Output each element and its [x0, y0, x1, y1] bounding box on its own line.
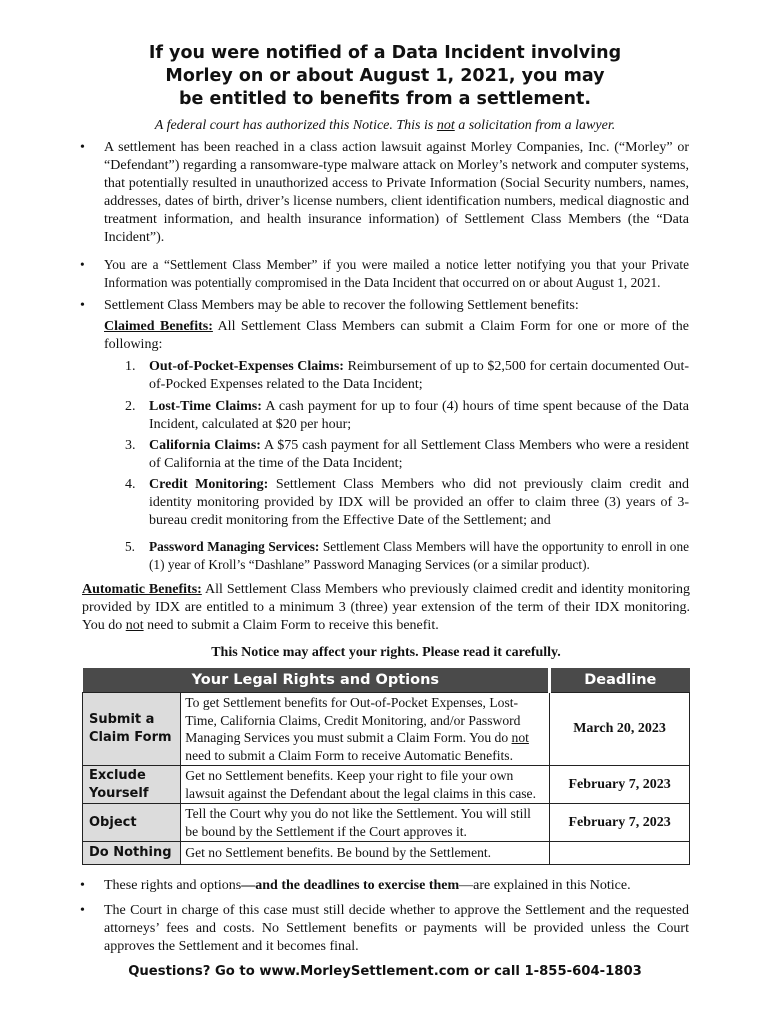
row-deadline: [550, 842, 690, 865]
row-label: Object: [83, 804, 181, 842]
table-row: [83, 766, 690, 804]
bullet-icon: •: [80, 257, 85, 272]
row-description: Tell the Court why you do not like the Settlement. You will still be bound by the Settlement if the Court approves it.: [181, 804, 550, 842]
row-deadline: February 7, 2023: [550, 804, 690, 842]
row-label: Do Nothing: [83, 842, 181, 865]
bullet-icon: •: [80, 903, 85, 918]
bullet-settlement-reached: • A settlement has been reached in a class action lawsuit against Morley Companies, Inc. (“Morley” or “Defendant”) regarding a ransomware-type malware attack on Morley’s network and computer systems, that potentially resulted in unauthorized access to Private Information (Social Security numbers, names, addresses, dates of birth, driver’s license numbers, client identification numbers, medical diagnostic and treatment information, and health insurance information) of Settlement Class Members (the “Data Incident”).: [80, 140, 689, 245]
row-description: Get no Settlement benefits. Keep your right to file your own lawsuit against the Defendant about the legal claims in this case.: [181, 766, 550, 804]
automatic-benefits: Automatic Benefits: All Settlement Class Members who previously claimed credit and identity monitoring provided by IDX are entitled to a minimum 3 (three) year extension of the term of their IDX monitoring. You do not need to submit a Claim Form to receive this benefit.: [82, 582, 690, 633]
benefit-item: 5. Password Managing Services: Settlement Class Members will have the opportunity to enroll in one (1) year of Kroll’s “Dashlane” Password Managing Services (or a similar product).: [125, 539, 689, 572]
table-row: [83, 804, 690, 842]
benefit-item: 1. Out-of-Pocket-Expenses Claims: Reimbursement of up to $2,500 for certain documented Out-of-Pocked Expenses related to the Data Incident;: [125, 359, 689, 392]
page-title: If you were notified of a Data Incident involving Morley on or about August 1, 2021, you may be entitled to benefits from a settlement.: [148, 43, 622, 109]
table-header-row: [83, 668, 690, 693]
row-deadline: March 20, 2023: [550, 693, 690, 766]
claimed-benefits: Claimed Benefits: All Settlement Class Members can submit a Claim Form for one or more of the following:: [104, 319, 689, 352]
bullet-rights-explained: • These rights and options—and the deadlines to exercise them—are explained in this Notice.: [80, 878, 631, 893]
rights-table: [82, 668, 690, 865]
footer-contact: Questions? Go to www.MorleySettlement.com or call 1-855-604-1803: [128, 964, 642, 979]
row-label: Exclude Yourself: [83, 766, 181, 804]
row-label: Submit a Claim Form: [83, 693, 181, 766]
row-description: To get Settlement benefits for Out-of-Pocket Expenses, Lost-Time, California Claims, Credit Monitoring, and/or Password Managing Services you must submit a Claim Form. You do not need to submit a Claim Form to receive Automatic Benefits.: [181, 693, 550, 766]
bullet-class-member: • You are a “Settlement Class Member” if you were mailed a notice letter notifying you that your Private Information was potentially compromised in the Data Incident that occurred on or about August 1, 2021.: [80, 257, 689, 290]
row-description: Get no Settlement benefits. Be bound by the Settlement.: [181, 842, 550, 865]
bullet-icon: •: [80, 140, 85, 155]
bullet-benefits: • Settlement Class Members may be able to recover the following Settlement benefits: Claimed Benefits: All Settlement Class Members can submit a Claim Form for one or more of the following:: [80, 298, 689, 352]
table-row: [83, 693, 690, 766]
benefit-item: 2. Lost-Time Claims: A cash payment for up to four (4) hours of time spent because of the Data Incident, calculated at $20 per hour;: [125, 399, 690, 432]
subtitle: A federal court has authorized this Notice. This is not a solicitation from a lawyer.: [154, 118, 616, 133]
benefit-item: 4. Credit Monitoring: Settlement Class Members who did not previously claim credit and identity monitoring provided by IDX will be provided an offer to claim three (3) years of 3-bureau credit monitoring from the Effective Date of the Settlement; and: [125, 477, 689, 528]
header-options: Your Legal Rights and Options: [83, 668, 550, 693]
header-deadline: Deadline: [550, 668, 690, 693]
bullet-icon: •: [80, 298, 85, 313]
table-row: [83, 842, 690, 865]
benefit-item: 3. California Claims: A $75 cash payment for all Settlement Class Members who were a resident of California at the time of the Data Incident;: [125, 438, 689, 471]
bullet-icon: •: [80, 878, 85, 893]
bullet-court-approval: • The Court in charge of this case must still decide whether to approve the Settlement and the requested attorneys’ fees and costs. No Settlement benefits or payments will be provided unless the Court approves the Settlement and it becomes final.: [80, 903, 689, 954]
row-deadline: February 7, 2023: [550, 766, 690, 804]
notice-line: This Notice may affect your rights. Please read it carefully.: [211, 645, 561, 660]
